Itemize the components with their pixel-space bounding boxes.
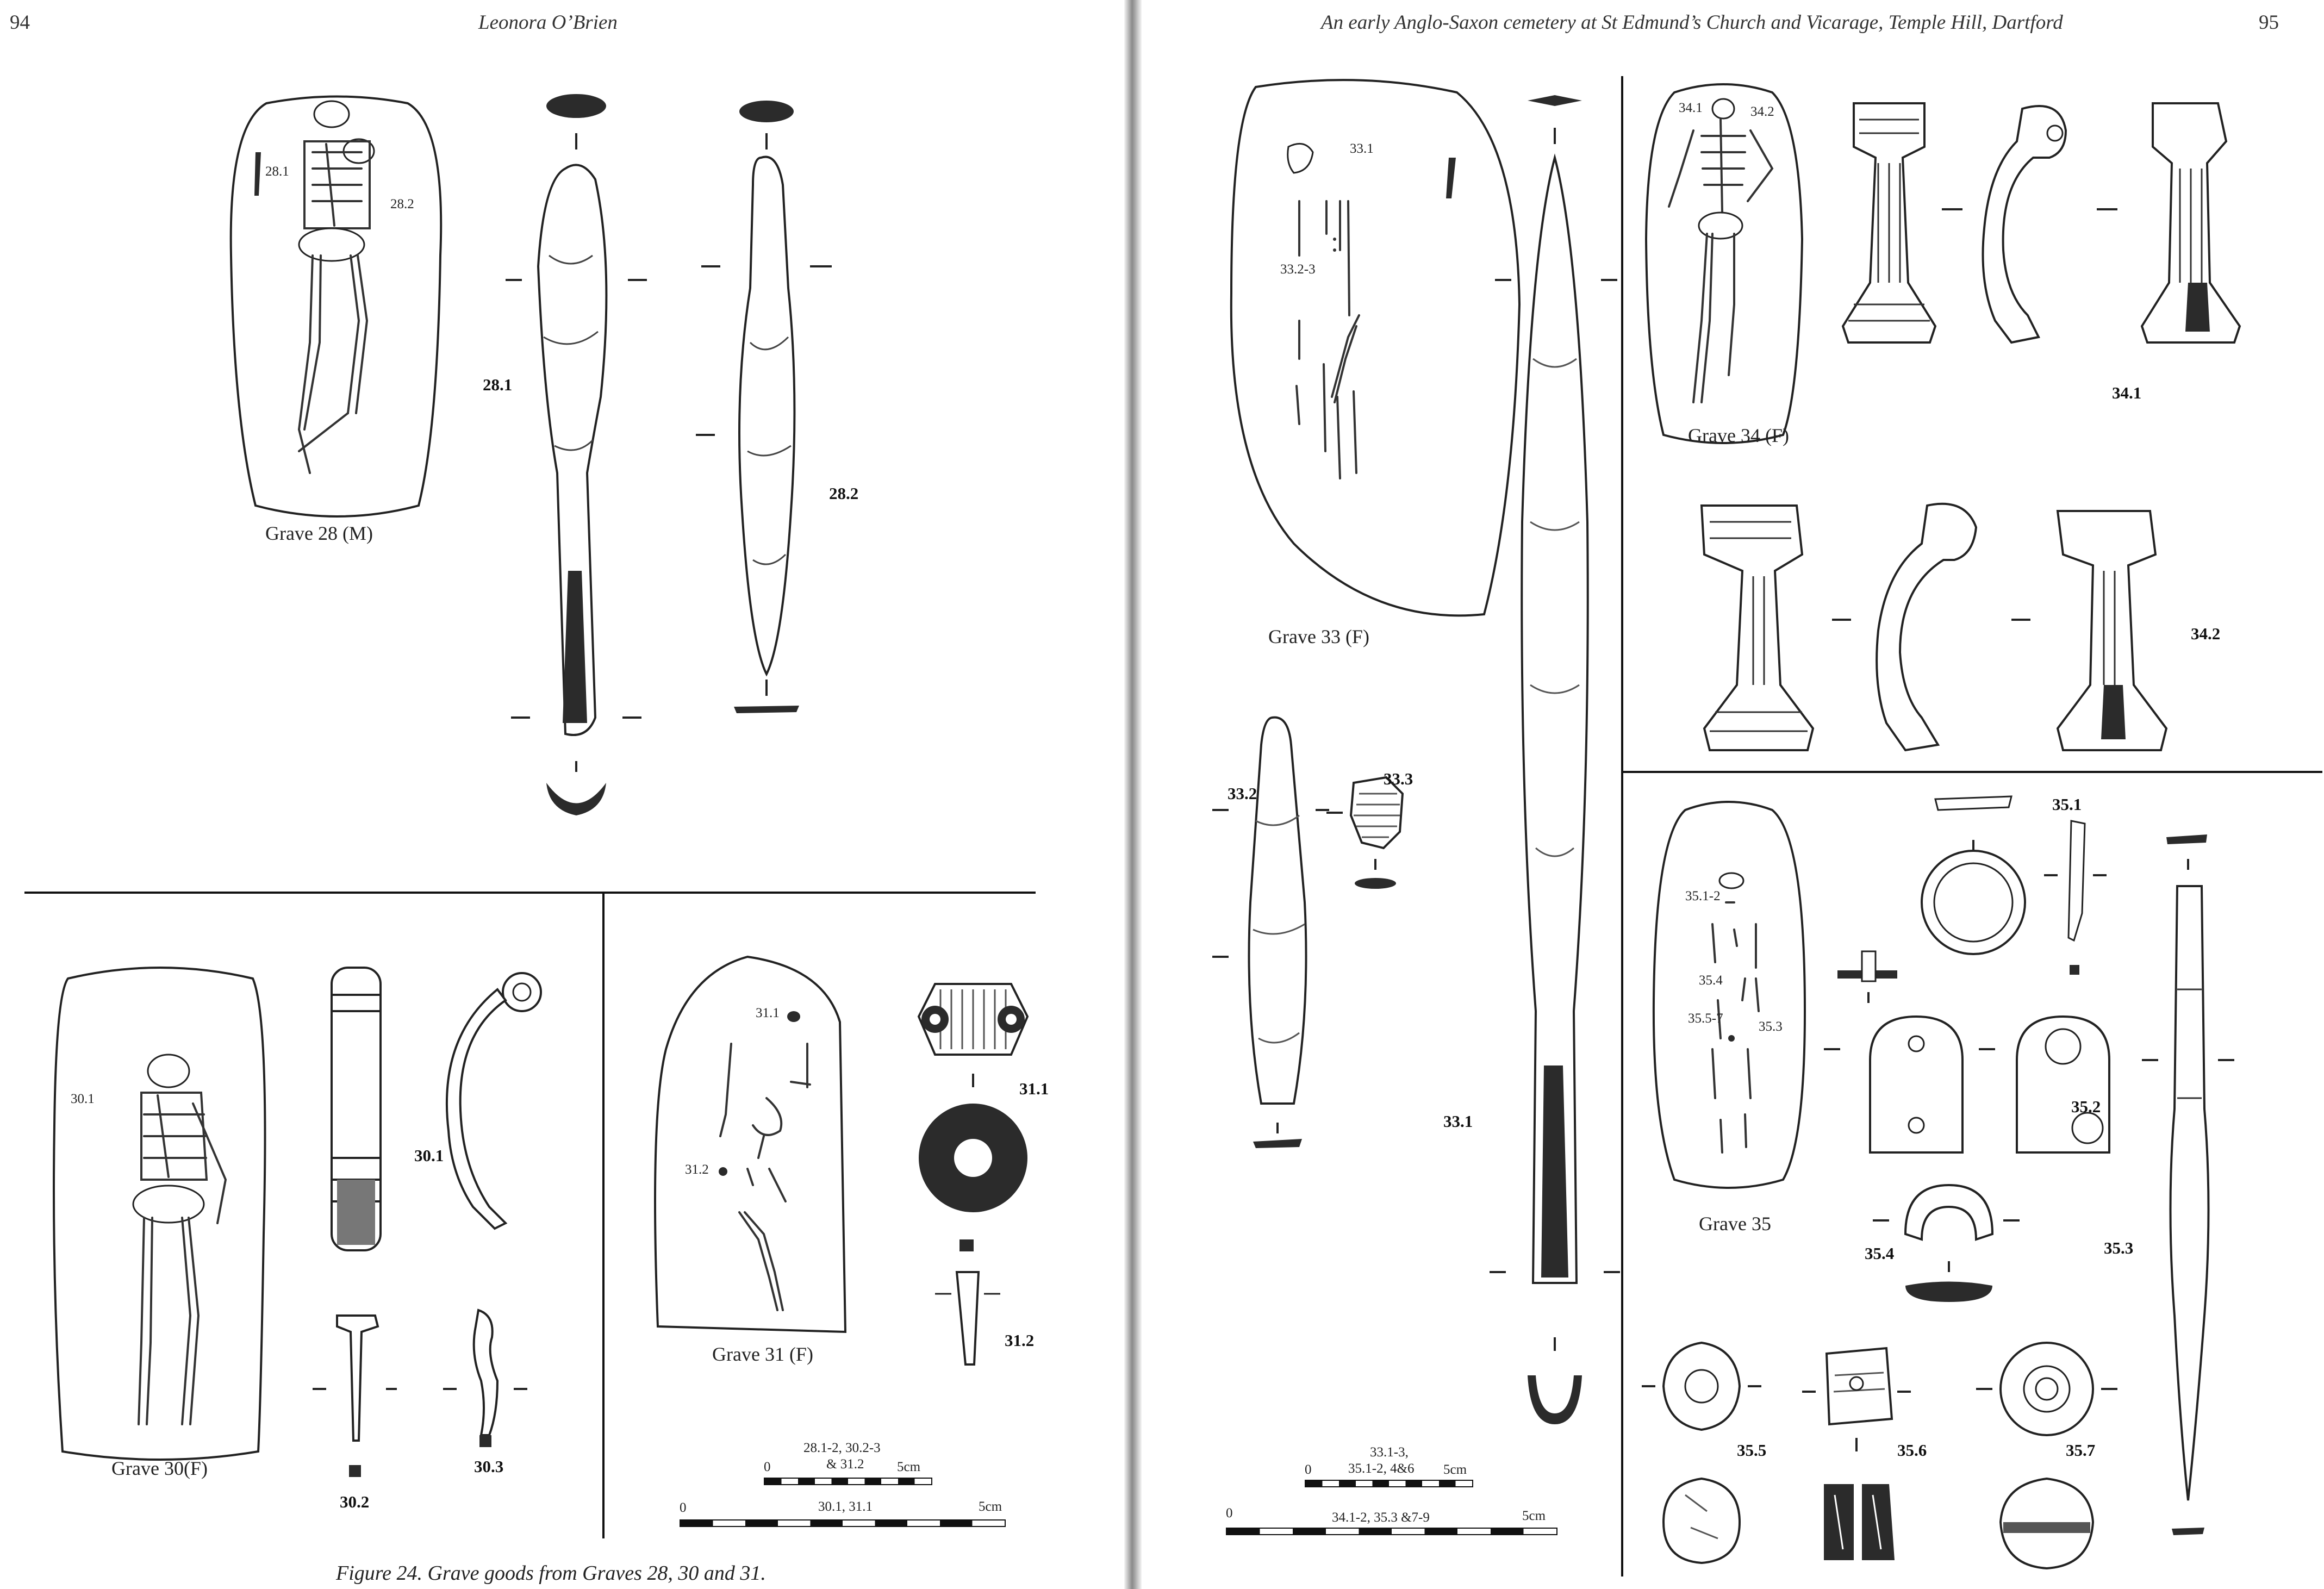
scale-end: 5cm — [1443, 1462, 1467, 1477]
section-rule — [1621, 76, 1623, 1576]
artifact-label: 33.1 — [1443, 1112, 1473, 1131]
artifact-label: 35.1 — [2052, 795, 2082, 814]
section-rule — [1621, 771, 2322, 773]
artifact-label: 35.3 — [2104, 1238, 2134, 1257]
grave-30-plan — [46, 962, 275, 1462]
page-number-left: 94 — [10, 11, 30, 34]
plan-label: 33.2-3 — [1280, 262, 1316, 277]
grave-caption: Grave 35 — [1699, 1213, 1771, 1235]
figure-caption: Figure 24. Grave goods from Graves 28, 30 and 31. — [336, 1562, 766, 1585]
scale-bar-icon — [1226, 1528, 1557, 1535]
plan-label: 34.2 — [1750, 104, 1774, 119]
plan-label: 30.1 — [71, 1092, 95, 1106]
right-page — [1142, 0, 2324, 1589]
scale-start: 0 — [764, 1460, 771, 1474]
knife-icon — [2136, 826, 2245, 1544]
scale-start: 0 — [1305, 1462, 1312, 1477]
grave-caption: Grave 34 (F) — [1688, 425, 1789, 446]
brooch-icon — [429, 968, 554, 1239]
scale-caption: 33.1-3, — [1370, 1445, 1409, 1460]
bead-icon — [1332, 772, 1441, 892]
scale-bar-icon — [764, 1478, 932, 1485]
book-gutter — [1124, 0, 1142, 1589]
brooch-icon — [1827, 87, 2283, 359]
scale-bar-icon — [680, 1519, 1006, 1527]
knife-icon — [701, 98, 832, 728]
plan-label: 31.1 — [756, 1006, 780, 1020]
artifact-label: 28.1 — [483, 375, 513, 394]
running-head-left: Leonora O’Brien — [478, 11, 618, 34]
knife-icon — [2055, 815, 2104, 979]
artifact-label: 30.2 — [340, 1492, 370, 1511]
scale-caption: & 31.2 — [826, 1457, 864, 1472]
knife-icon — [1229, 712, 1326, 1158]
artifact-label: 33.2 — [1228, 784, 1257, 803]
scale-end: 5cm — [979, 1499, 1002, 1514]
knife-icon — [446, 1305, 533, 1468]
scale-caption: 35.1-2, 4&6 — [1348, 1461, 1415, 1476]
artifact-label: 35.2 — [2071, 1097, 2101, 1116]
section-rule — [24, 892, 1036, 894]
plan-label: 31.2 — [685, 1162, 709, 1177]
grave-caption: Grave 31 (F) — [712, 1343, 813, 1365]
grave-caption: Grave 28 (M) — [265, 522, 373, 544]
page-number-right: 95 — [2259, 11, 2279, 34]
artifact-label: 34.1 — [2112, 383, 2142, 402]
knife-icon — [315, 1310, 397, 1490]
plan-label: 35.5-7 — [1688, 1011, 1723, 1026]
buckle-icon — [1832, 788, 2011, 995]
grave-caption: Grave 33 (F) — [1268, 626, 1369, 647]
plan-label: 28.1 — [265, 164, 289, 179]
scale-start: 0 — [1226, 1506, 1233, 1521]
scale-caption: 34.1-2, 35.3 &7-9 — [1332, 1510, 1430, 1525]
scale-bar-icon — [1305, 1480, 1473, 1487]
artifact-label: 33.3 — [1384, 769, 1413, 788]
left-page — [0, 0, 1124, 1589]
artifact-label: 31.2 — [1005, 1331, 1035, 1350]
scale-caption: 30.1, 31.1 — [818, 1499, 873, 1514]
grave-caption: Grave 30(F) — [111, 1457, 208, 1479]
bead-icon — [1802, 1343, 1911, 1571]
grave-28-plan — [223, 92, 451, 527]
plan-label: 35.3 — [1759, 1019, 1783, 1034]
grave-31-plan — [644, 951, 851, 1343]
plan-label: 35.1-2 — [1685, 889, 1721, 903]
bead-icon — [1976, 1337, 2117, 1576]
artifact-label: 35.6 — [1897, 1441, 1927, 1460]
scale-caption: 28.1-2, 30.2-3 — [803, 1441, 881, 1455]
knife-icon — [935, 1234, 1000, 1381]
buckle-icon — [1895, 1174, 2003, 1316]
artifact-label: 35.7 — [2066, 1441, 2096, 1460]
artifact-label: 30.3 — [474, 1457, 504, 1476]
artifact-label: 28.2 — [829, 484, 859, 503]
plan-label: 28.2 — [390, 197, 414, 211]
scale-start: 0 — [680, 1500, 687, 1515]
artifact-label: 35.5 — [1737, 1441, 1767, 1460]
spearhead-icon — [1462, 87, 1647, 1446]
brooch-icon — [315, 962, 397, 1267]
scale-end: 5cm — [1522, 1509, 1546, 1523]
plan-label: 34.1 — [1679, 101, 1703, 115]
artifact-label: 31.1 — [1019, 1079, 1049, 1098]
spearhead-icon — [506, 92, 647, 843]
section-rule — [602, 892, 605, 1538]
plan-label: 35.4 — [1699, 973, 1723, 988]
scale-end: 5cm — [897, 1460, 921, 1474]
running-head-right: An early Anglo-Saxon cemetery at St Edmund’s Church and Vicarage, Temple Hill, Dartford — [1321, 11, 2063, 34]
grave-35-plan — [1647, 794, 1810, 1201]
grave-34-plan — [1642, 76, 1805, 451]
buckle-icon — [1848, 1011, 2153, 1163]
artifact-label: 35.4 — [1865, 1244, 1895, 1263]
plan-label: 33.1 — [1350, 141, 1374, 156]
artifact-label: 30.1 — [414, 1146, 444, 1165]
artifact-label: 34.2 — [2191, 624, 2221, 643]
